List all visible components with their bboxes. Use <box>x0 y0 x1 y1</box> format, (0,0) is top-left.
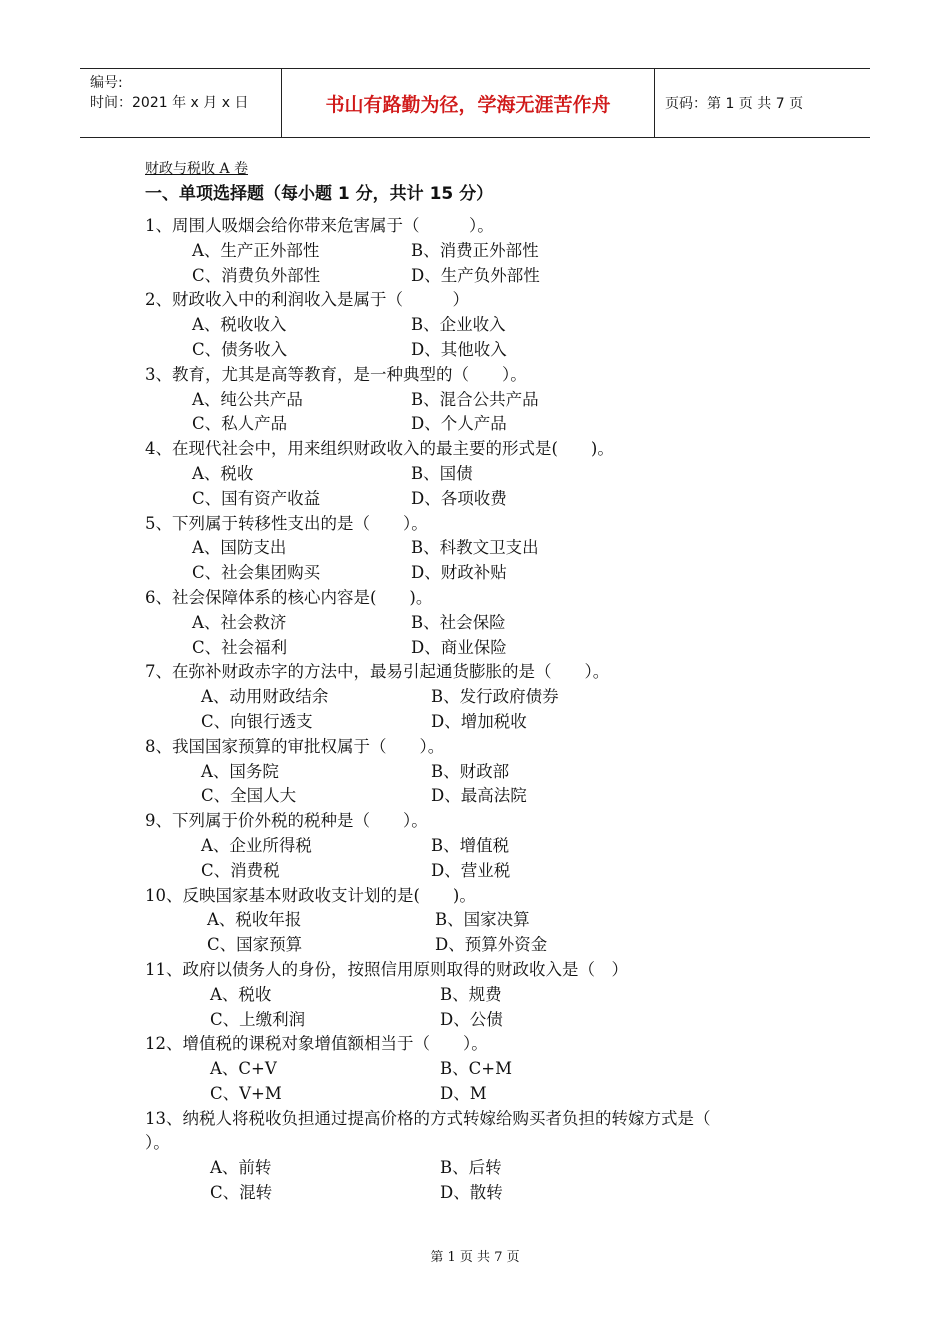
option-b: B、消费正外部性 <box>411 240 539 260</box>
page-footer: 第 1 页 共 7 页 <box>430 1250 520 1265</box>
option-d: D、生产负外部性 <box>411 265 540 285</box>
option-d: D、增加税收 <box>431 711 527 731</box>
option-b: B、财政部 <box>431 761 510 781</box>
option-b: B、C+M <box>440 1059 512 1079</box>
option-b: B、国家决算 <box>435 910 530 930</box>
option-row <box>145 536 825 561</box>
option-d: D、各项收费 <box>411 488 507 508</box>
question-text: 4、在现代社会中，用来组织财政收入的最主要的形式是( )。 <box>145 439 614 459</box>
option-row <box>145 611 825 636</box>
question-text: 1、周围人吸烟会给你带来危害属于（ ）。 <box>145 216 494 235</box>
option-d: D、财政补贴 <box>411 563 507 583</box>
header-motto: 书山有路勤为径，学海无涯苦作舟 <box>282 69 655 137</box>
option-d: D、其他收入 <box>411 339 507 359</box>
option-b: B、混合公共产品 <box>411 389 539 409</box>
option-d: D、营业税 <box>431 860 511 880</box>
option-row <box>145 1181 825 1206</box>
question-list <box>145 214 825 1206</box>
option-d: D、预算外资金 <box>435 935 548 955</box>
option-a: A、C+V <box>210 1059 277 1079</box>
option-c: C、消费税 <box>201 860 280 880</box>
option-row <box>145 908 825 933</box>
option-a: A、税收年报 <box>207 910 302 930</box>
option-a: A、国防支出 <box>192 538 287 558</box>
option-a: A、国务院 <box>201 761 279 781</box>
question-text: 13、纳税人将税收负担通过提高价格的方式转嫁给购买者负担的转嫁方式是（ <box>145 1108 711 1128</box>
option-c: C、V+M <box>210 1083 282 1103</box>
question-text-cont: ）。 <box>145 1133 170 1153</box>
option-row <box>145 313 825 338</box>
option-row <box>145 561 825 586</box>
option-a: A、生产正外部性 <box>192 240 320 260</box>
option-b: B、国债 <box>411 463 473 483</box>
question-text: 3、教育，尤其是高等教育，是一种典型的（ ）。 <box>145 364 527 384</box>
question-text: 8、我国国家预算的审批权属于（ ）。 <box>145 736 445 756</box>
option-row <box>145 487 825 512</box>
option-row <box>145 388 825 413</box>
option-d: D、公债 <box>440 1009 503 1029</box>
option-c: C、消费负外部性 <box>192 265 321 285</box>
header-meta <box>80 69 282 137</box>
option-row <box>145 239 825 264</box>
option-d: D、M <box>440 1083 487 1103</box>
option-b: B、增值税 <box>431 835 510 855</box>
option-c: C、全国人大 <box>201 786 297 806</box>
option-row <box>145 983 825 1008</box>
option-row <box>145 859 825 884</box>
option-row <box>145 462 825 487</box>
question-text: 9、下列属于价外税的税种是（ ）。 <box>145 811 428 831</box>
option-a: A、动用财政结余 <box>201 687 329 707</box>
option-b: B、后转 <box>440 1158 502 1178</box>
option-row <box>145 1156 825 1181</box>
option-row <box>145 784 825 809</box>
option-c: C、上缴利润 <box>210 1009 306 1029</box>
option-d: D、最高法院 <box>431 786 527 806</box>
option-a: A、税收收入 <box>192 315 287 335</box>
option-b: B、社会保险 <box>411 612 506 632</box>
option-row <box>145 1008 825 1033</box>
section-title: 一、单项选择题（每小题 1 分，共计 15 分） <box>145 184 494 204</box>
option-c: C、混转 <box>210 1183 273 1203</box>
question-text: 7、在弥补财政赤字的方法中，最易引起通货膨胀的是（ ）。 <box>145 662 610 682</box>
option-d: D、散转 <box>440 1183 503 1203</box>
option-a: A、税收 <box>192 463 254 483</box>
option-row <box>145 1082 825 1107</box>
option-row <box>145 264 825 289</box>
option-b: B、科教文卫支出 <box>411 538 539 558</box>
question-text: 5、下列属于转移性支出的是（ ）。 <box>145 513 428 533</box>
question-text: 6、社会保障体系的核心内容是( )。 <box>145 587 433 607</box>
option-row <box>145 636 825 661</box>
option-b: B、发行政府债券 <box>431 687 559 707</box>
option-row <box>145 933 825 958</box>
question-text: 12、增值税的课税对象增值额相当于（ ）。 <box>145 1034 488 1054</box>
question-text: 11、政府以债务人的身份，按照信用原则取得的财政收入是（ ） <box>145 959 628 979</box>
exam-content <box>145 158 825 1206</box>
question-text: 10、反映国家基本财政收支计划的是( )。 <box>145 885 476 905</box>
header-page-info: 页码：第 1 页 共 7 页 <box>665 96 804 112</box>
option-a: A、社会救济 <box>192 612 287 632</box>
option-row <box>145 1057 825 1082</box>
option-row <box>145 710 825 735</box>
option-c: C、私人产品 <box>192 414 288 434</box>
option-a: A、企业所得税 <box>201 835 312 855</box>
option-row <box>145 412 825 437</box>
option-a: A、税收 <box>210 984 272 1004</box>
code-label: 编号: <box>90 75 123 91</box>
option-b: B、规费 <box>440 984 502 1004</box>
option-c: C、债务收入 <box>192 339 288 359</box>
page-header <box>80 68 870 138</box>
doc-title: 财政与税收 A 卷 <box>145 161 249 177</box>
option-row <box>145 834 825 859</box>
question-text: 2、财政收入中的利润收入是属于（ ） <box>145 290 469 310</box>
option-d: D、商业保险 <box>411 637 507 657</box>
option-row <box>145 685 825 710</box>
option-c: C、社会集团购买 <box>192 563 321 583</box>
option-b: B、企业收入 <box>411 315 506 335</box>
option-c: C、国家预算 <box>207 935 303 955</box>
option-c: C、国有资产收益 <box>192 488 321 508</box>
time-label: 时间：2021 年 x 月 x 日 <box>90 95 249 111</box>
option-c: C、社会福利 <box>192 637 288 657</box>
option-row <box>145 338 825 363</box>
option-row <box>145 760 825 785</box>
option-a: A、纯公共产品 <box>192 389 303 409</box>
option-c: C、向银行透支 <box>201 711 313 731</box>
option-d: D、个人产品 <box>411 414 507 434</box>
option-a: A、前转 <box>210 1158 272 1178</box>
